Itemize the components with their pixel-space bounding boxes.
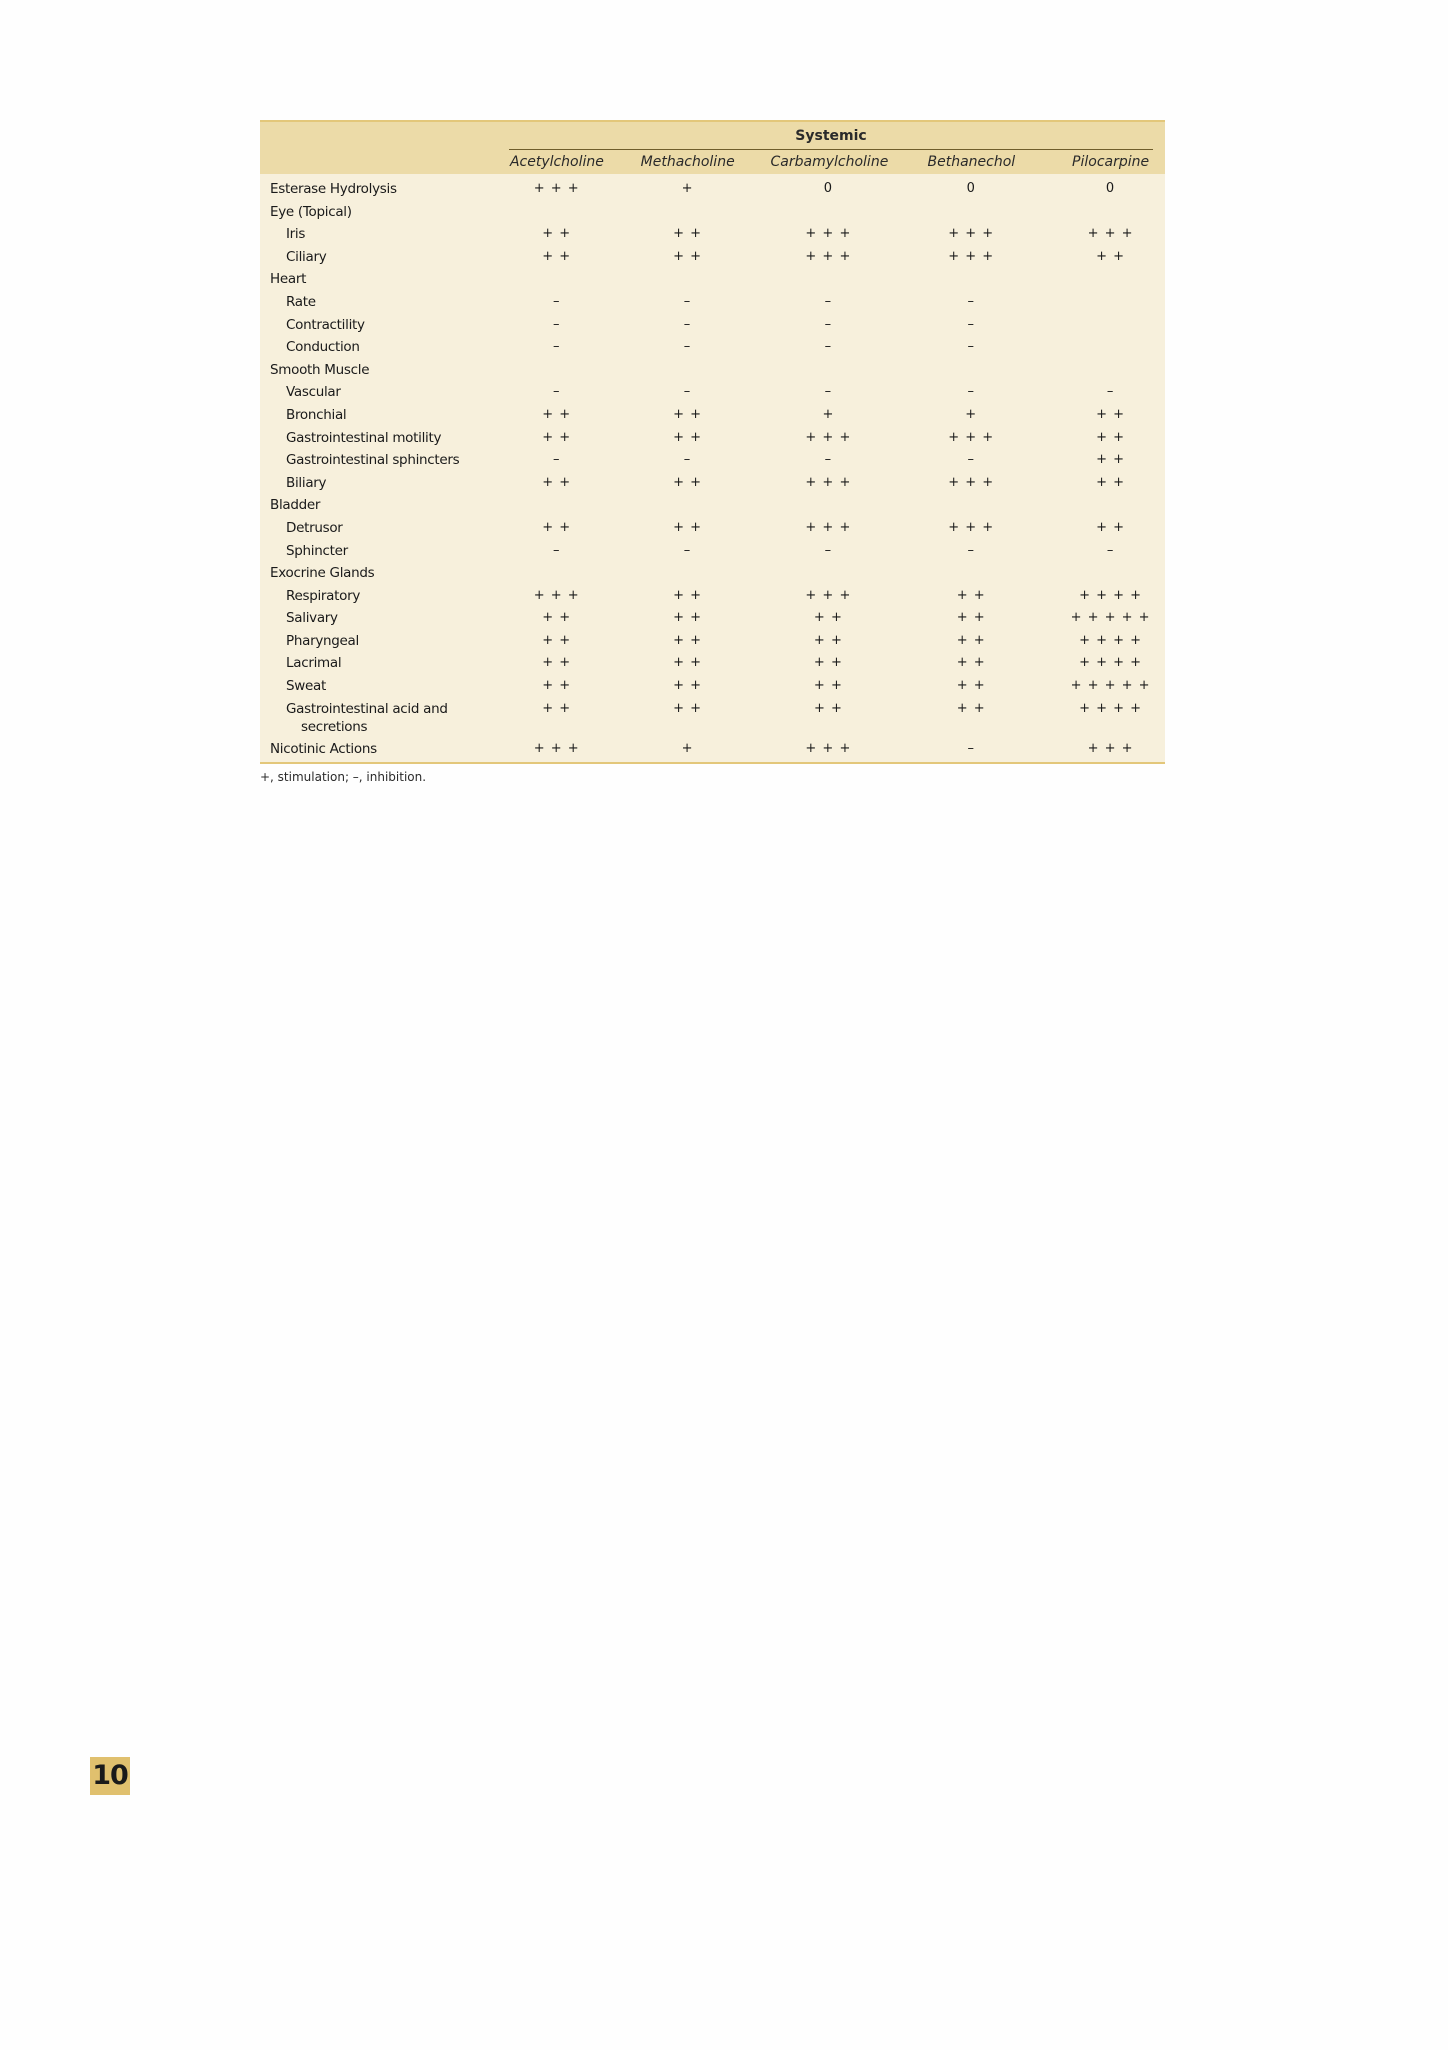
table-cell: – [824, 293, 833, 309]
table-cell: – [683, 452, 692, 468]
table-cell: + + [956, 655, 986, 671]
table-cell: + + [1096, 474, 1126, 490]
row-label: Gastrointestinal motility [286, 429, 442, 446]
table-cell: + + [673, 610, 702, 626]
table-header [260, 122, 1165, 174]
table-cell: – [683, 316, 692, 332]
table-row [260, 201, 1165, 224]
column-header-acetylcholine: Acetylcholine [509, 154, 604, 170]
table-row [260, 246, 1165, 269]
table-cell: + + + [948, 429, 995, 445]
table-cell: + + [813, 632, 843, 648]
table-row [260, 675, 1165, 698]
row-label: Salivary [286, 610, 338, 627]
row-label: Esterase Hydrolysis [270, 181, 397, 197]
table-cell: + + [1096, 248, 1126, 264]
table-row [260, 472, 1165, 495]
table-cell: – [967, 542, 975, 558]
table-cell: – [552, 452, 561, 468]
table-cell: + + [956, 632, 986, 648]
table-cell: + + [813, 678, 843, 694]
table-row [260, 652, 1165, 675]
row-label: Nicotinic Actions [270, 740, 377, 757]
table-row [260, 540, 1165, 563]
table-cell: + + + + [1079, 632, 1143, 648]
table-cell: + + [673, 587, 702, 603]
table-row [260, 698, 1165, 738]
row-label: Ciliary [286, 248, 327, 265]
row-label: Iris [286, 226, 306, 243]
column-headers [509, 154, 1165, 170]
table-cell: + + + [948, 248, 995, 264]
table-cell: – [683, 384, 692, 400]
row-label: Lacrimal [286, 655, 342, 672]
table-cell: – [824, 542, 833, 558]
table-row [260, 630, 1165, 653]
systemic-group-label: Systemic [795, 128, 867, 144]
column-header-carbamylcholine: Carbamylcholine [770, 154, 889, 170]
table-cell: – [683, 542, 692, 558]
table-cell: + + [542, 429, 572, 445]
row-label: Bladder [270, 497, 321, 514]
table-cell: + + [956, 610, 986, 626]
table-cell: + + + [1087, 740, 1134, 756]
table-cell: + + [542, 248, 572, 264]
table-row [260, 178, 1165, 201]
table-cell: + + [542, 632, 572, 648]
table-cell: + + + + + [1070, 610, 1151, 626]
table-body [260, 174, 1165, 762]
table-cell: + + [673, 406, 702, 422]
table-cell: + + [1096, 452, 1126, 468]
table-cell: – [824, 316, 833, 332]
table-cell: + + + [533, 587, 580, 603]
table-cell: – [967, 293, 975, 309]
table-cell: + [681, 740, 694, 756]
table-cell: + + + [805, 587, 852, 603]
table-cell: – [967, 452, 975, 468]
row-label: Vascular [286, 384, 341, 401]
table-row [260, 494, 1165, 517]
table-cell: + + + [805, 226, 852, 242]
table-cell: – [683, 339, 692, 355]
table-cell: – [967, 339, 975, 355]
table-cell: + + + [805, 740, 852, 756]
table-cell: + + + [533, 740, 580, 756]
table-cell: + + [673, 519, 702, 535]
table-cell: + + [813, 655, 843, 671]
table-cell: + + [673, 632, 702, 648]
table-cell: + + + [948, 474, 995, 490]
table-row [260, 268, 1165, 291]
row-label: Exocrine Glands [270, 565, 375, 582]
row-label: Sphincter [286, 542, 348, 559]
table-row [260, 404, 1165, 427]
table-row [260, 314, 1165, 337]
table-cell: 0 [966, 181, 976, 196]
table-cell: + + [542, 700, 572, 716]
row-label [260, 698, 509, 738]
row-label-continuation: secretions [301, 718, 368, 735]
table-cell: + + + [948, 519, 995, 535]
row-label: Pharyngeal [286, 632, 359, 649]
row-label: Sweat [286, 678, 326, 695]
table-cell: – [552, 293, 561, 309]
table-row [260, 223, 1165, 246]
table-cell: + + [542, 678, 572, 694]
table-row [260, 585, 1165, 608]
table-cell: + + [673, 248, 702, 264]
table-cell: + + [673, 226, 702, 242]
table-cell: + + + + [1079, 655, 1143, 671]
table-cell: + + + + [1079, 700, 1143, 716]
table-cell: + + [673, 678, 702, 694]
table-row [260, 607, 1165, 630]
row-label: Eye (Topical) [270, 203, 352, 220]
table-cell: – [824, 452, 833, 468]
table-row [260, 427, 1165, 450]
table-cell: – [1106, 384, 1115, 400]
table-row [260, 291, 1165, 314]
table-cell: – [1106, 542, 1115, 558]
table-cell: + + [956, 700, 986, 716]
table-row [260, 381, 1165, 404]
table-row [260, 562, 1165, 585]
table-cell: + + [542, 519, 572, 535]
table-cell: + + [542, 610, 572, 626]
table-cell: + + [542, 406, 572, 422]
table-cell: – [552, 542, 561, 558]
table-cell: + + [673, 700, 703, 716]
table-row [260, 517, 1165, 540]
column-header-bethanechol: Bethanechol [927, 154, 1016, 170]
row-label: Respiratory [286, 587, 361, 604]
table-cell: + + + [805, 248, 852, 264]
row-label: Bronchial [286, 406, 347, 423]
table-cell: 0 [823, 181, 834, 196]
row-label: Smooth Muscle [270, 361, 370, 378]
table-cell: – [967, 384, 975, 400]
row-label-line: Gastrointestinal acid and [286, 700, 448, 717]
row-label: Rate [286, 293, 316, 310]
table-cell: – [552, 384, 561, 400]
table-row [260, 738, 1165, 761]
table-cell: + + [542, 655, 572, 671]
table-footnote: +, stimulation; –, inhibition. [260, 770, 427, 785]
table-cell: + + + [533, 181, 580, 196]
table-cell: + + + [1087, 226, 1134, 242]
table-cell: – [683, 293, 692, 309]
table-cell: + + [1096, 519, 1126, 535]
table-cell: – [552, 339, 561, 355]
table-cell: + + + + [1079, 587, 1143, 603]
table-cell: 0 [1105, 181, 1116, 196]
table-cell: + [681, 181, 694, 196]
table-row [260, 336, 1165, 359]
cholinergic-agonist-table [260, 120, 1165, 784]
table-cell: + + [542, 226, 572, 242]
table-cell: + + [542, 474, 572, 490]
row-label: Contractility [286, 316, 365, 333]
table-cell: + + [813, 700, 843, 716]
table-cell: – [552, 316, 561, 332]
table-cell: + + + [805, 519, 852, 535]
row-label: Heart [270, 271, 307, 288]
page-number: 10 [90, 1757, 130, 1795]
table-bottom-rule [260, 762, 1165, 764]
column-header-methacholine: Methacholine [640, 154, 735, 170]
table-cell: + + [673, 429, 702, 445]
row-label: Biliary [286, 474, 327, 491]
table-cell: + + [1096, 429, 1126, 445]
row-label: Gastrointestinal sphincters [286, 452, 460, 469]
table-cell: – [967, 316, 975, 332]
table-cell: – [824, 384, 833, 400]
table-cell: + + + [805, 429, 852, 445]
group-header-rule [509, 149, 1153, 150]
table-cell: + + + [948, 226, 995, 242]
table-cell: + + + [805, 474, 852, 490]
table-cell: + [965, 406, 978, 422]
table-cell: – [824, 339, 833, 355]
table-cell: + [822, 406, 835, 422]
table-cell: + + [956, 678, 986, 694]
column-header-pilocarpine: Pilocarpine [1072, 154, 1150, 170]
table-cell: – [967, 740, 975, 756]
table-cell: + + [956, 587, 986, 603]
row-label: Conduction [286, 339, 360, 356]
table-cell: + + [813, 610, 843, 626]
table-cell: + + [673, 474, 702, 490]
table-cell: + + [1096, 406, 1126, 422]
table-cell: + + + + + [1070, 678, 1151, 694]
table-cell: + + [673, 655, 702, 671]
table-row [260, 359, 1165, 382]
row-label: Detrusor [286, 519, 343, 536]
table-row [260, 449, 1165, 472]
